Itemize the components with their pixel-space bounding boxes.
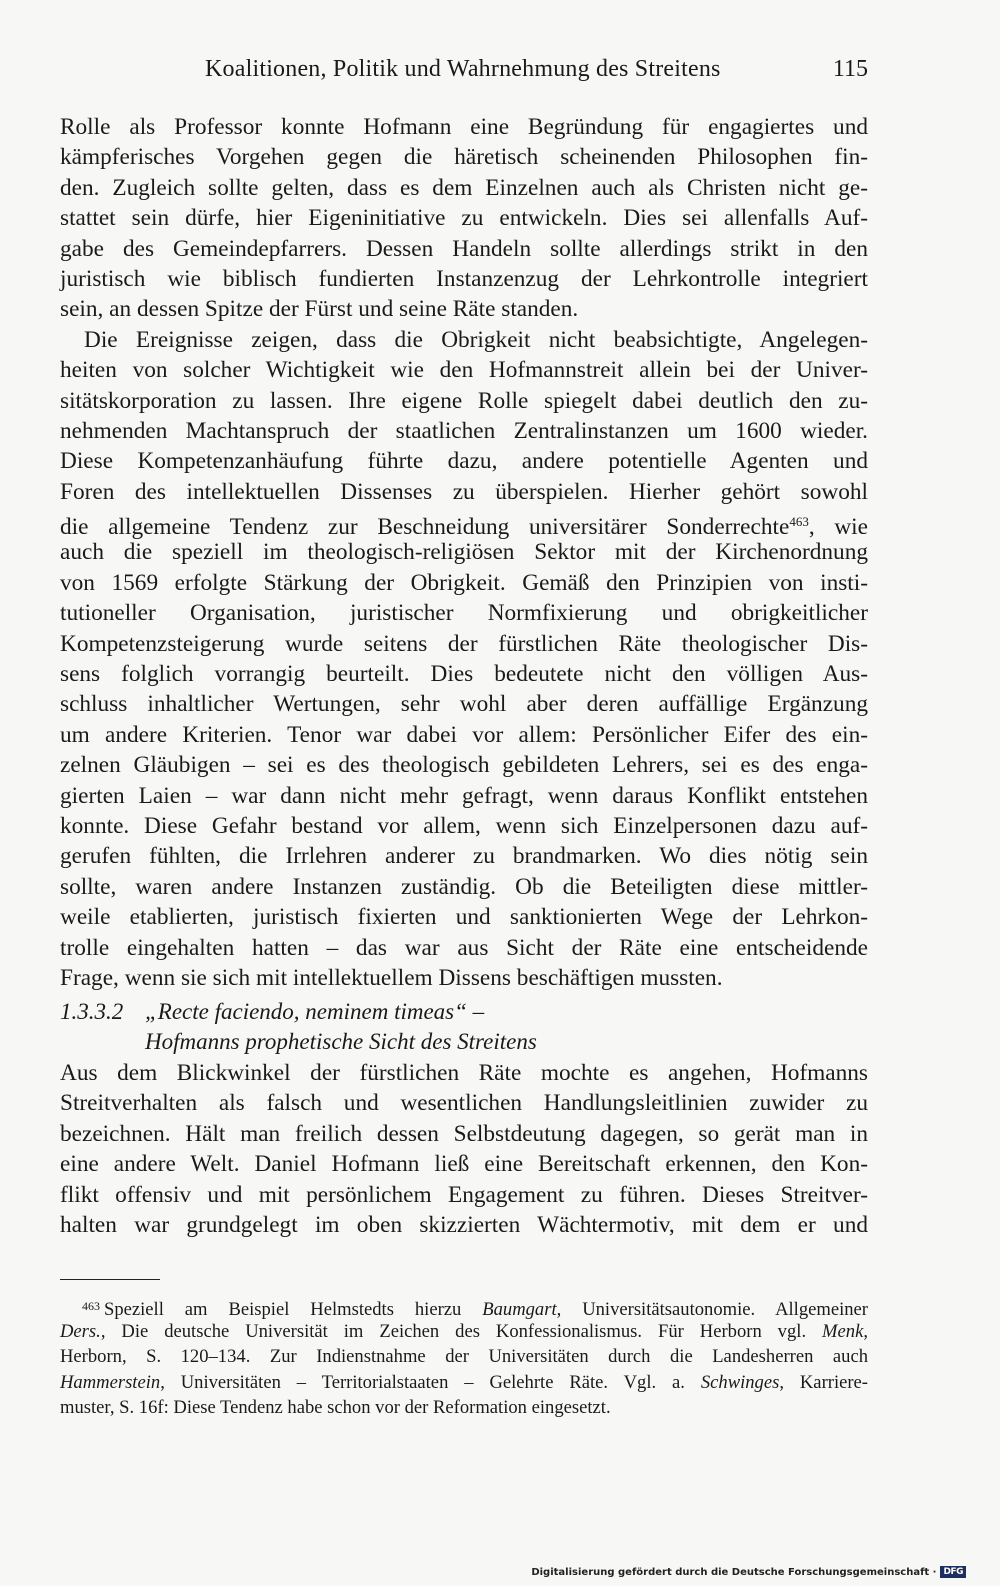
text-line: um andere Kriterien. Tenor war dabei vor allem: Persönlicher Eifer des ein- [60,721,868,748]
text-line: schluss inhaltlicher Wertungen, sehr wohl aber deren auffällige Ergänzung [60,691,868,718]
section-title-line1: „Recte faciendo, neminem timeas“ – [145,999,485,1024]
text-segment: , Die deutsche Universität im Zeichen des Konfessionalismus. Für Herborn vgl. [100,1321,823,1343]
text-line: stattet sein dürfe, hier Eigeninitiative zu entwickeln. Dies sei allenfalls Auf- [60,205,868,232]
text-line: sitätskorporation zu lassen. Ihre eigene Rolle spiegelt dabei deutlich den zu- [60,387,868,414]
running-head-title: Koalitionen, Politik und Wahrnehmung des Streitens [205,56,721,82]
text-line: konnte. Diese Gefahr bestand vor allem, wenn sich Einzelpersonen dazu auf- [60,812,868,839]
text-line: sein, an dessen Spitze der Fürst und seine Räte standen. [60,296,579,323]
text-line: auch die speziell im theologisch-religiösen Sektor mit der Kirchenordnung [60,539,868,566]
text-line: von 1569 erfolgte Stärkung der Obrigkeit. Gemäß den Prinzipien von insti- [60,569,868,596]
text-line: tutioneller Organisation, juristischer Normfixierung und obrigkeitlicher [60,600,868,627]
footnote-line: muster, S. 16f: Diese Tendenz habe schon vor der Reformation eingesetzt. [60,1396,611,1418]
text-line: gerufen fühlten, die Irrlehren anderer zu brandmarken. Wo dies nötig sein [60,843,868,870]
text-segment: , Universitäten – Territorialstaaten – Gelehrte Räte. Vgl. a. [160,1371,701,1393]
main-text [60,112,868,993]
paragraph [60,325,868,994]
paragraph [60,112,868,325]
dfg-logo: DFG [940,1566,966,1578]
credit-text: Digitalisierung gefördert durch die Deutsche Forschungsgemeinschaft · [531,1566,937,1578]
text-line: zelnen Gläubigen – sei es des theologisch gebildeten Lehrers, sei es des enga- [60,752,868,779]
text-line: sollte, waren andere Instanzen zuständig. Ob die Beteiligten diese mittler- [60,873,868,900]
text-segment: Speziell am Beispiel Helmstedts hierzu [104,1299,483,1320]
text-line: heiten von solcher Wichtigkeit wie den Hofmannstreit allein bei der Univer- [60,357,868,384]
footnote-divider [60,1279,160,1280]
text-line: halten war grundgelegt im oben skizzierten Wächtermotiv, mit dem er und [60,1211,868,1238]
text-line: Diese Kompetenzanhäufung führte dazu, andere potentielle Agenten und [60,448,868,475]
footnote-line: Herborn, S. 120–134. Zur Indienstnahme der Universitäten durch die Landesherren auch [60,1346,868,1368]
text-line: Frage, wenn sie sich mit intellektuellem Dissens beschäftigen mussten. [60,964,723,991]
text-segment: , [863,1321,868,1343]
author-name: Schwinges [700,1371,780,1393]
text-line: den. Zugleich sollte gelten, dass es dem Einzelnen auch als Christen nicht ge- [60,174,868,201]
text-line: eine andere Welt. Daniel Hofmann ließ eine Bereitschaft erkennen, den Kon- [60,1151,868,1178]
section-number: 1.3.3.2 [60,999,124,1024]
heading-line [60,997,868,1027]
text-segment: , Karriere- [779,1371,869,1393]
footnote-number: 463 [82,1299,100,1313]
text-line: Streitverhalten als falsch und wesentlichen Handlungsleitlinien zuwider zu [60,1090,868,1117]
paragraph [60,1058,868,1240]
text-line: Foren des intellektuellen Dissenses zu überspielen. Hierher gehört sowohl [60,478,868,505]
footnote [60,1294,868,1420]
text-segment: die allgemeine Tendenz zur Beschneidung universitärer Sonderrechte [60,514,790,541]
text-line: Die Ereignisse zeigen, dass die Obrigkeit nicht beabsichtigte, Angelegen- [84,326,868,353]
author-name: Menk [822,1321,864,1343]
text-line: gierten Laien – war dann nicht mehr gefragt, wenn daraus Konflikt entstehen [60,782,868,809]
text-line: sens folglich vorrangig beurteilt. Dies bedeutete nicht den völligen Aus- [60,661,868,688]
page-number: 115 [832,56,868,82]
text-line: Kompetenzsteigerung wurde seitens der fürstlichen Räte theologischer Dis- [60,630,868,657]
text-line [60,507,868,541]
footnote-line [60,1294,868,1319]
text-segment: , wie [808,514,868,541]
footnote-reference: 463 [789,514,809,530]
text-line: weile etablierten, juristisch fixierten und sanktionierten Wege der Lehrkon- [60,904,868,931]
section-heading [60,997,868,1057]
author-name: Hammerstein [60,1371,161,1393]
text-line: gabe des Gemeindepfarrers. Dessen Handeln sollte allerdings strikt in den [60,235,868,262]
text-line: nehmenden Machtanspruch der staatlichen Zentralinstanzen um 1600 wieder. [60,417,868,444]
text-line: bezeichnen. Hält man freilich dessen Selbstdeutung dagegen, so gerät man in [60,1120,868,1147]
text-line: trolle eingehalten hatten – das war aus Sicht der Räte eine entscheidende [60,934,868,961]
text-line: Rolle als Professor konnte Hofmann eine Begründung für engagiertes und [60,114,868,140]
footnote-line [60,1370,868,1395]
digitization-credit [531,1564,966,1580]
text-segment: , Universitätsautonomie. Allgemeiner [556,1299,868,1320]
running-head [60,56,868,90]
author-name: Baumgart [482,1299,557,1320]
text-line: kämpferisches Vorgehen gegen die häretisch scheinenden Philosophen fin- [60,144,868,171]
text-line: juristisch wie biblisch fundierten Instanzenzug der Lehrkontrolle integriert [60,265,868,292]
section-title-line2: Hofmanns prophetische Sicht des Streitens [145,1029,537,1054]
text-line: Aus dem Blickwinkel der fürstlichen Räte mochte es angehen, Hofmanns [60,1060,868,1086]
author-name: Ders. [60,1321,101,1343]
text-line: flikt offensiv und mit persönlichem Engagement zu führen. Dieses Streitver- [60,1181,868,1208]
footnote-line [60,1319,868,1344]
